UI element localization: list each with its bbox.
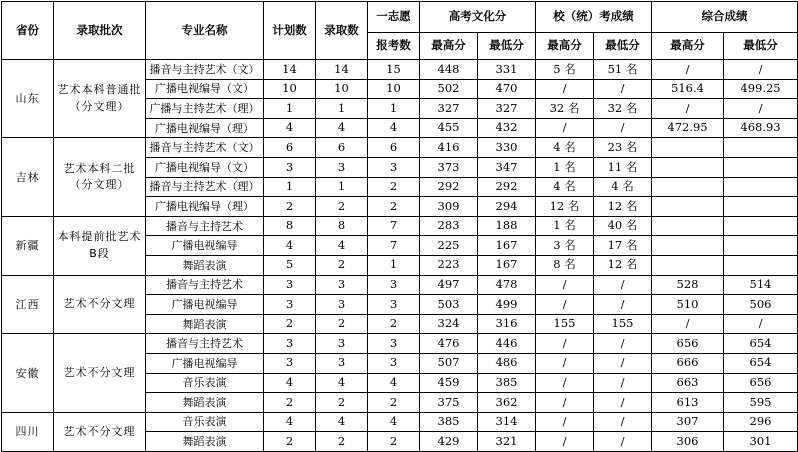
composite-min: 654 (724, 353, 798, 373)
first-choice-count: 2 (368, 314, 420, 334)
header-school-min: 最低分 (594, 33, 652, 60)
gaokao-min: 486 (478, 353, 536, 373)
school-exam-min: 32 名 (594, 99, 652, 119)
composite-max: 663 (652, 373, 724, 393)
batch-cell: 艺术不分文理 (54, 334, 146, 412)
gaokao-min: 167 (478, 236, 536, 256)
plan-count: 3 (264, 295, 316, 315)
plan-count: 10 (264, 79, 316, 99)
plan-count: 4 (264, 373, 316, 393)
gaokao-min: 470 (478, 79, 536, 99)
gaokao-max: 375 (420, 393, 478, 413)
table-row (2, 412, 798, 432)
major-name: 舞蹈表演 (146, 255, 264, 275)
gaokao-min: 327 (478, 99, 536, 119)
admitted-count: 3 (316, 275, 368, 295)
admitted-count: 4 (316, 373, 368, 393)
plan-count: 5 (264, 255, 316, 275)
gaokao-min: 330 (478, 138, 536, 158)
school-exam-max: 4 名 (536, 138, 594, 158)
table-row (2, 216, 798, 236)
composite-min (724, 216, 798, 236)
gaokao-max: 502 (420, 79, 478, 99)
header-composite-min: 最低分 (724, 33, 798, 60)
major-name: 广播与主持艺术（理） (146, 99, 264, 119)
school-exam-max: / (536, 334, 594, 354)
school-exam-max: 1 名 (536, 216, 594, 236)
batch-cell: 本科提前批艺术B段 (54, 216, 146, 275)
header-school-max: 最高分 (536, 33, 594, 60)
gaokao-min: 362 (478, 393, 536, 413)
school-exam-max: 1 名 (536, 157, 594, 177)
school-exam-min: / (594, 79, 652, 99)
admitted-count: 2 (316, 314, 368, 334)
admitted-count: 2 (316, 432, 368, 452)
major-name: 舞蹈表演 (146, 432, 264, 452)
header-composite: 综合成绩 (652, 2, 798, 33)
province-cell: 新疆 (2, 216, 54, 275)
gaokao-max: 373 (420, 157, 478, 177)
gaokao-min: 499 (478, 295, 536, 315)
school-exam-min: 155 (594, 314, 652, 334)
composite-max: 528 (652, 275, 724, 295)
gaokao-max: 507 (420, 353, 478, 373)
school-exam-max: 3 名 (536, 236, 594, 256)
admitted-count: 2 (316, 393, 368, 413)
school-exam-max: / (536, 79, 594, 99)
composite-min (724, 236, 798, 256)
school-exam-min: / (594, 393, 652, 413)
composite-min (724, 197, 798, 217)
composite-max: 306 (652, 432, 724, 452)
plan-count: 4 (264, 118, 316, 138)
first-choice-count: 3 (368, 157, 420, 177)
composite-min (724, 157, 798, 177)
school-exam-min: 40 名 (594, 216, 652, 236)
major-name: 广播电视编导（理） (146, 118, 264, 138)
header-admitted: 录取数 (316, 2, 368, 60)
first-choice-count: 15 (368, 60, 420, 80)
gaokao-min: 385 (478, 373, 536, 393)
first-choice-count: 3 (368, 353, 420, 373)
gaokao-max: 429 (420, 432, 478, 452)
composite-max (652, 255, 724, 275)
plan-count: 3 (264, 334, 316, 354)
gaokao-max: 223 (420, 255, 478, 275)
first-choice-count: 4 (368, 118, 420, 138)
school-exam-min: / (594, 432, 652, 452)
major-name: 广播电视编导（文） (146, 79, 264, 99)
composite-max: / (652, 314, 724, 334)
gaokao-max: 503 (420, 295, 478, 315)
first-choice-count: 2 (368, 393, 420, 413)
composite-min: 595 (724, 393, 798, 413)
school-exam-max: 32 名 (536, 99, 594, 119)
major-name: 播音与主持艺术 (146, 275, 264, 295)
gaokao-min: 331 (478, 60, 536, 80)
gaokao-max: 309 (420, 197, 478, 217)
table-row (2, 275, 798, 295)
batch-cell: 艺术本科二批（分文理） (54, 138, 146, 216)
major-name: 音乐表演 (146, 373, 264, 393)
admitted-count: 1 (316, 177, 368, 197)
composite-max: 307 (652, 412, 724, 432)
composite-min: / (724, 99, 798, 119)
admitted-count: 4 (316, 118, 368, 138)
school-exam-min: 12 名 (594, 197, 652, 217)
gaokao-max: 324 (420, 314, 478, 334)
composite-min: 468.93 (724, 118, 798, 138)
header-row-1 (2, 2, 798, 33)
plan-count: 2 (264, 432, 316, 452)
admitted-count: 6 (316, 138, 368, 158)
first-choice-count: 10 (368, 79, 420, 99)
composite-max (652, 138, 724, 158)
major-name: 播音与主持艺术（文） (146, 60, 264, 80)
gaokao-max: 385 (420, 412, 478, 432)
first-choice-count: 2 (368, 177, 420, 197)
major-name: 广播电视编导（文） (146, 157, 264, 177)
gaokao-max: 292 (420, 177, 478, 197)
table-row (2, 138, 798, 158)
table-row (2, 334, 798, 354)
plan-count: 2 (264, 314, 316, 334)
composite-min: 301 (724, 432, 798, 452)
admitted-count: 3 (316, 353, 368, 373)
header-first-choice-2: 报考数 (368, 33, 420, 60)
composite-min: / (724, 314, 798, 334)
gaokao-max: 225 (420, 236, 478, 256)
school-exam-max: / (536, 432, 594, 452)
school-exam-min: / (594, 295, 652, 315)
first-choice-count: 3 (368, 295, 420, 315)
composite-min: 514 (724, 275, 798, 295)
gaokao-min: 316 (478, 314, 536, 334)
gaokao-min: 432 (478, 118, 536, 138)
school-exam-min: / (594, 118, 652, 138)
composite-max (652, 177, 724, 197)
province-cell: 四川 (2, 412, 54, 451)
major-name: 舞蹈表演 (146, 314, 264, 334)
admitted-count: 4 (316, 412, 368, 432)
composite-max: / (652, 60, 724, 80)
school-exam-min: 23 名 (594, 138, 652, 158)
plan-count: 6 (264, 138, 316, 158)
header-gaokao-max: 最高分 (420, 33, 478, 60)
province-cell: 山东 (2, 60, 54, 138)
composite-min (724, 138, 798, 158)
header-major: 专业名称 (146, 2, 264, 60)
admitted-count: 1 (316, 99, 368, 119)
header-province: 省份 (2, 2, 54, 60)
plan-count: 4 (264, 412, 316, 432)
province-cell: 吉林 (2, 138, 54, 216)
major-name: 音乐表演 (146, 412, 264, 432)
batch-cell: 艺术不分文理 (54, 412, 146, 451)
batch-cell: 艺术不分文理 (54, 275, 146, 334)
school-exam-min: 51 名 (594, 60, 652, 80)
table-row (2, 60, 798, 80)
gaokao-min: 446 (478, 334, 536, 354)
gaokao-min: 294 (478, 197, 536, 217)
school-exam-max: / (536, 275, 594, 295)
gaokao-max: 459 (420, 373, 478, 393)
first-choice-count: 3 (368, 275, 420, 295)
school-exam-max: / (536, 118, 594, 138)
first-choice-count: 3 (368, 334, 420, 354)
major-name: 广播电视编导 (146, 295, 264, 315)
admitted-count: 2 (316, 197, 368, 217)
school-exam-max: 5 名 (536, 60, 594, 80)
composite-max: 510 (652, 295, 724, 315)
composite-min (724, 255, 798, 275)
plan-count: 3 (264, 275, 316, 295)
first-choice-count: 2 (368, 197, 420, 217)
admitted-count: 3 (316, 157, 368, 177)
major-name: 播音与主持艺术 (146, 334, 264, 354)
school-exam-max: / (536, 393, 594, 413)
gaokao-min: 292 (478, 177, 536, 197)
table-body (2, 60, 798, 452)
first-choice-count: 4 (368, 412, 420, 432)
composite-min: 654 (724, 334, 798, 354)
school-exam-min: 11 名 (594, 157, 652, 177)
first-choice-count: 1 (368, 255, 420, 275)
major-name: 广播电视编导（理） (146, 197, 264, 217)
admitted-count: 10 (316, 79, 368, 99)
gaokao-min: 314 (478, 412, 536, 432)
major-name: 舞蹈表演 (146, 393, 264, 413)
school-exam-max: 8 名 (536, 255, 594, 275)
composite-min: / (724, 60, 798, 80)
plan-count: 1 (264, 99, 316, 119)
gaokao-min: 478 (478, 275, 536, 295)
composite-max: 666 (652, 353, 724, 373)
major-name: 广播电视编导 (146, 236, 264, 256)
composite-max: 516.4 (652, 79, 724, 99)
plan-count: 8 (264, 216, 316, 236)
admitted-count: 2 (316, 255, 368, 275)
header-first-choice-1: 一志愿 (368, 2, 420, 33)
gaokao-max: 455 (420, 118, 478, 138)
composite-max: / (652, 99, 724, 119)
gaokao-max: 497 (420, 275, 478, 295)
school-exam-min: / (594, 334, 652, 354)
school-exam-max: 4 名 (536, 177, 594, 197)
composite-min: 499.25 (724, 79, 798, 99)
composite-max: 472.95 (652, 118, 724, 138)
school-exam-min: / (594, 353, 652, 373)
major-name: 播音与主持艺术 (146, 216, 264, 236)
header-gaokao: 高考文化分 (420, 2, 536, 33)
composite-max (652, 157, 724, 177)
first-choice-count: 6 (368, 138, 420, 158)
gaokao-min: 167 (478, 255, 536, 275)
school-exam-min: / (594, 412, 652, 432)
admitted-count: 14 (316, 60, 368, 80)
composite-min: 656 (724, 373, 798, 393)
composite-min: 506 (724, 295, 798, 315)
gaokao-max: 448 (420, 60, 478, 80)
gaokao-max: 476 (420, 334, 478, 354)
first-choice-count: 2 (368, 432, 420, 452)
plan-count: 2 (264, 393, 316, 413)
composite-max (652, 216, 724, 236)
school-exam-min: / (594, 373, 652, 393)
gaokao-min: 321 (478, 432, 536, 452)
province-cell: 江西 (2, 275, 54, 334)
plan-count: 3 (264, 157, 316, 177)
header-batch: 录取批次 (54, 2, 146, 60)
school-exam-min: 4 名 (594, 177, 652, 197)
province-cell: 安徽 (2, 334, 54, 412)
composite-max: 613 (652, 393, 724, 413)
school-exam-max: 155 (536, 314, 594, 334)
gaokao-max: 416 (420, 138, 478, 158)
header-gaokao-min: 最低分 (478, 33, 536, 60)
school-exam-max: / (536, 373, 594, 393)
first-choice-count: 4 (368, 373, 420, 393)
school-exam-min: 12 名 (594, 255, 652, 275)
first-choice-count: 7 (368, 236, 420, 256)
admitted-count: 3 (316, 295, 368, 315)
school-exam-min: 17 名 (594, 236, 652, 256)
first-choice-count: 1 (368, 99, 420, 119)
school-exam-max: / (536, 412, 594, 432)
plan-count: 2 (264, 197, 316, 217)
composite-max (652, 197, 724, 217)
header-composite-max: 最高分 (652, 33, 724, 60)
composite-max: 656 (652, 334, 724, 354)
composite-min (724, 177, 798, 197)
plan-count: 3 (264, 353, 316, 373)
plan-count: 4 (264, 236, 316, 256)
school-exam-max: / (536, 295, 594, 315)
composite-min: 296 (724, 412, 798, 432)
gaokao-max: 327 (420, 99, 478, 119)
major-name: 播音与主持艺术（文） (146, 138, 264, 158)
gaokao-min: 347 (478, 157, 536, 177)
major-name: 广播电视编导 (146, 353, 264, 373)
batch-cell: 艺术本科普通批（分文理） (54, 60, 146, 138)
gaokao-min: 188 (478, 216, 536, 236)
major-name: 播音与主持艺术（理） (146, 177, 264, 197)
gaokao-max: 283 (420, 216, 478, 236)
school-exam-max: 12 名 (536, 197, 594, 217)
header-plan: 计划数 (264, 2, 316, 60)
header-school-exam: 校（统）考成绩 (536, 2, 652, 33)
plan-count: 14 (264, 60, 316, 80)
first-choice-count: 7 (368, 216, 420, 236)
admitted-count: 8 (316, 216, 368, 236)
admitted-count: 3 (316, 334, 368, 354)
school-exam-max: / (536, 353, 594, 373)
school-exam-min: / (594, 275, 652, 295)
plan-count: 1 (264, 177, 316, 197)
admission-table (1, 1, 798, 452)
composite-max (652, 236, 724, 256)
admitted-count: 4 (316, 236, 368, 256)
